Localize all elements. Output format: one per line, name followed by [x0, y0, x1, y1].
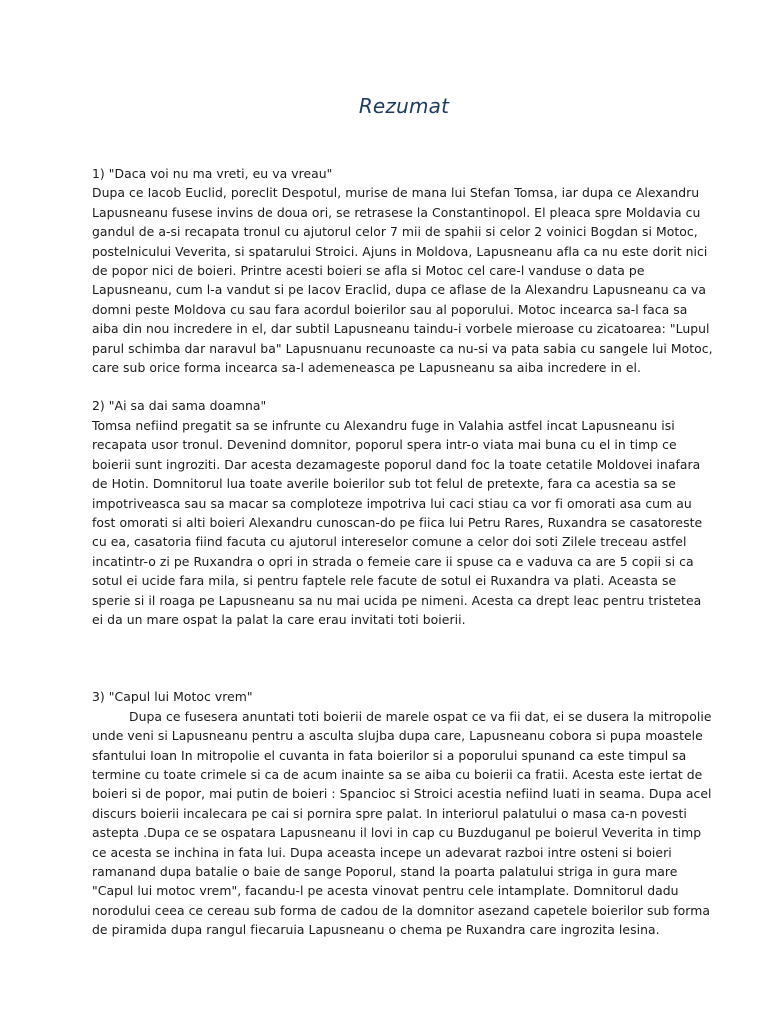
section-3-heading: 3) "Capul lui Motoc vrem": [92, 689, 253, 705]
section-1-body: Dupa ce Iacob Euclid, poreclit Despotul, murise de mana lui Stefan Tomsa, iar dupa ce Alexandru Lapusneanu fusese invins de doua ori, se retrasese la Constantinopol. El pleaca spre Moldavia cu gandul de a-si recapata tronul cu ajutorul celor 7 mii de spahii si celor 2 voinici Bogdan si Motoc, postelnicului Veverita, si spatarului Stroici. Ajuns in Moldova, Lapusneanu afla ca nu este dorit nici de popor nici de boieri. Printre acesti boieri se afla si Motoc cel care-l vanduse o data pe Lapusneanu, cum l-a vandut si pe Iacov Eraclid, dupa ce aflase de la Alexandru Lapusneanu ca va domni peste Moldova cu sau fara acordul boierilor sau al poporului. Motoc incearca sa-l faca sa aiba din nou incredere in el, dar subtil Lapusneanu taindu-i vorbele mieroase cu zicatoarea: "Lupul parul schimba dar naravul ba" Lapusnuanu recunoaste ca nu-si va pata sabia cu sangele lui Motoc, care sub orice forma incearca sa-l ademeneasca pe Lapusneanu sa aiba incredere in el.: [92, 185, 713, 376]
section-1: [92, 164, 716, 377]
document-title: Rezumat: [358, 94, 450, 118]
section-2-body: Tomsa nefiind pregatit sa se infrunte cu Alexandru fuge in Valahia astfel incat Lapusneanu isi recapata usor tronul. Devenind domnitor, poporul spera intr-o viata mai buna cu el in timp ce boierii sunt ingroziti. Dar acesta dezamageste poporul dand foc la toate cetatile Moldovei inafara de Hotin. Domnitorul lua toate averile boierilor sub tot felul de pretexte, fara ca acestia sa se impotriveasca sau sa macar sa comploteze impotriva lui caci stiau ca vor fi omorati asa cum au fost omorati si alti boieri Alexandru cunoscan-do pe fiica lui Petru Rares, Ruxandra se casatoreste cu ea, casatoria fiind facuta cu ajutorul intereselor comune a celor doi soti Zilele treceau astfel incatintr-o zi pe Ruxandra o opri in strada o femeie care ii spuse ca e vaduva ca are 5 copii si ca sotul ei ucide fara mila, si pentru faptele rele facute de sotul ei Ruxandra va plati. Aceasta se sperie si il roaga pe Lapusneanu sa nu mai ucida pe nimeni. Acesta ca drept leac pentru tristetea ei da un mare ospat la palat la care erau invitati toti boierii.: [92, 417, 703, 627]
section-3-body: Dupa ce fusesera anuntati toti boierii de marele ospat ce va fii dat, ei se dusera la mitropolie unde veni si Lapusneanu pentru a asculta slujba dupa care, Lapusneanu cobora si pupa moastele sfantului Ioan In mitropolie el cuvanta in fata boierilor si a poporului spunand ca este timpul sa termine cu toate crimele si ca de acum inainte sa se aiba cu boierii ca fratii. Acesta este iertat de boieri si de popor, mai putin de boieri : Spancioc si Stroici acestia nefiind luati in seama. Dupa acel discurs boierii incalecara pe cai si pornira spre palat. In interiorul palatului o masa ca-n povesti astepta .Dupa ce se ospatara Lapusneanu il lovi in cap cu Buzduganul pe boierul Veverita in timp ce acesta se inchina in fata lui. Dupa aceasta incepe un adevarat razboi intre osteni si boieri ramanand dupa batalie o baie de sange Poporul, stand la poarta palatului striga in gura mare "Capul lui motoc vrem", facandu-l pe acesta vinovat pentru cele intamplate. Domnitorul dadu norodului ceea ce cereau sub forma de cadou de la domnitor asezand capetele boierilor sub forma de piramida dupa rangul fiecaruia Lapusneanu o chema pe Ruxandra care ingrozita lesina.: [92, 708, 712, 938]
section-1-heading: 1) "Daca voi nu ma vreti, eu va vreau": [92, 166, 333, 181]
section-2-heading: 2) "Ai sa dai sama doamna": [92, 398, 267, 414]
section-3-paragraph: [92, 707, 716, 940]
section-3: [92, 687, 716, 939]
section-2: [92, 396, 716, 629]
